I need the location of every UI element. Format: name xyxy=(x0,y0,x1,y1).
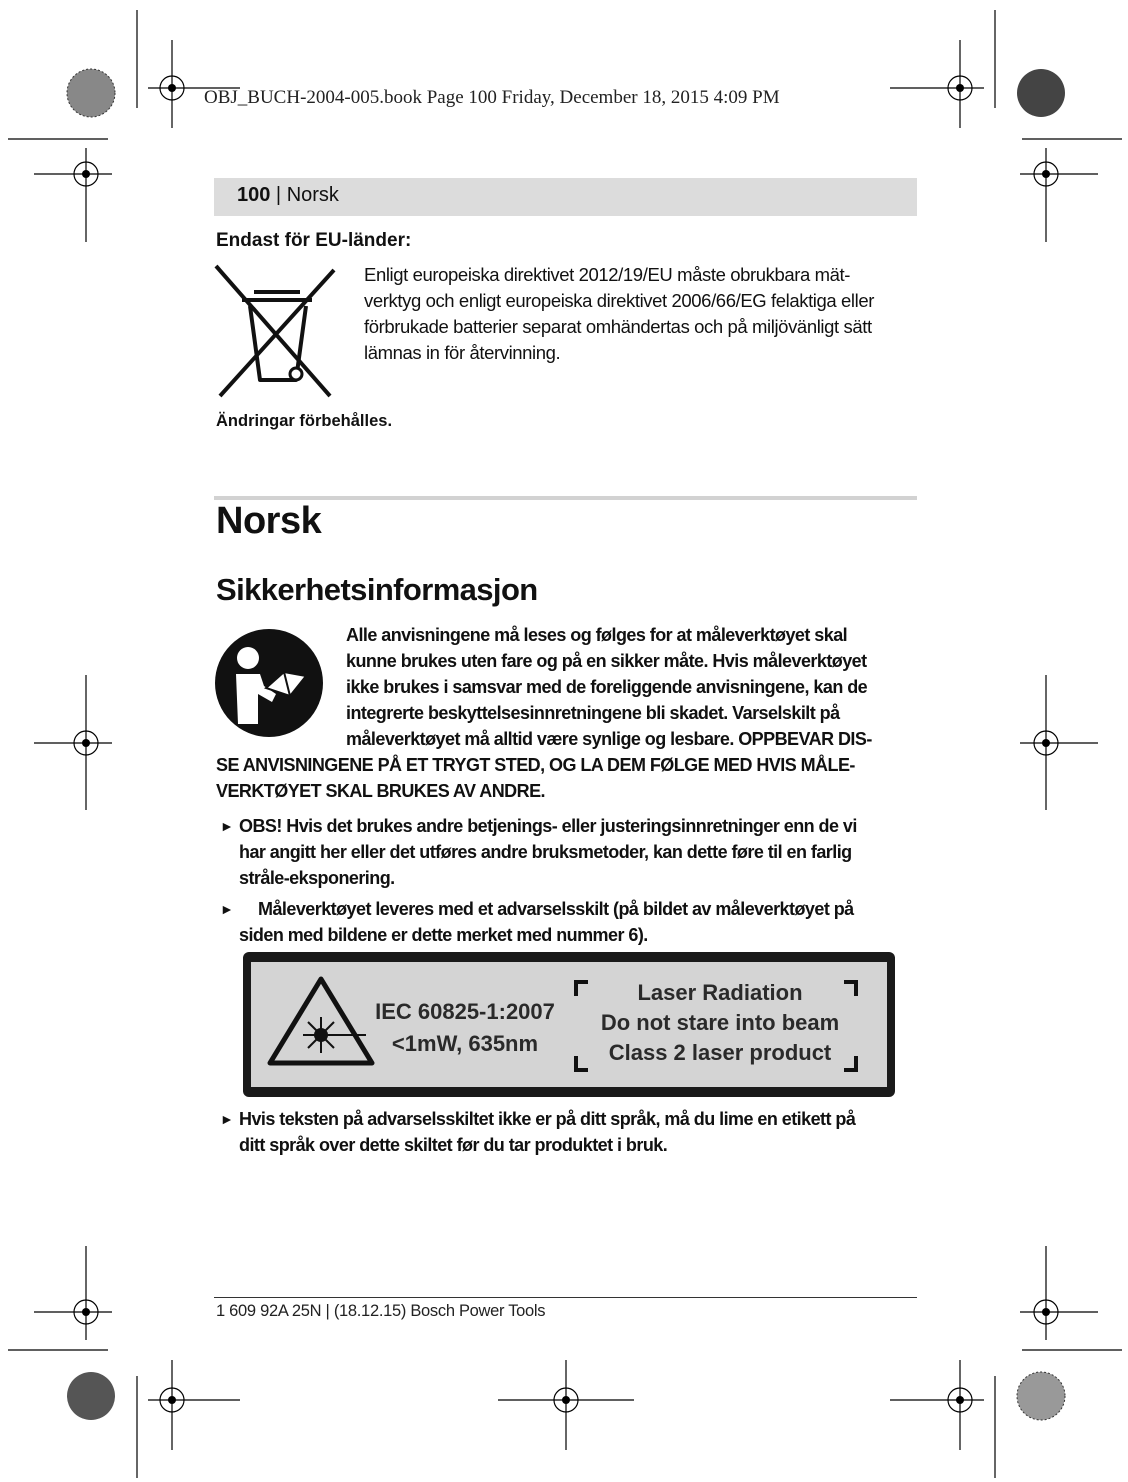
bullet-marker: ► xyxy=(220,1111,234,1127)
page-header xyxy=(237,184,339,207)
bullet-marker: ► xyxy=(220,818,234,834)
intro-line: integrerte beskyttelsesinnretningene bli skadet. Varselskilt på xyxy=(346,703,840,723)
eu-notice-text xyxy=(364,262,919,366)
footer-divider xyxy=(214,1297,917,1298)
label-line-3: Class 2 laser product xyxy=(608,1040,832,1065)
page-header-separator: | xyxy=(270,184,287,206)
intro-line: SE ANVISNINGENE PÅ ET TRYGT STED, OG LA DEM FØLGE MED HVIS MÅLE- xyxy=(216,755,855,775)
page-footer: 1 609 92A 25N | (18.12.15) Bosch Power Tools xyxy=(216,1302,546,1320)
eu-notice-line: förbrukade batterier separat omhändertas och på miljövänligt sätt xyxy=(364,316,872,337)
label-power: <1mW, 635nm xyxy=(391,1031,539,1056)
bullet-line: Måleverktøyet leveres med et advarselsskilt (på bildet av måleverktøyet på xyxy=(258,899,854,919)
safety-heading: Sikkerhetsinformasjon xyxy=(216,572,538,607)
intro-line: kunne brukes uten fare og på en sikker måte. Hvis måleverktøyet xyxy=(346,651,867,671)
bullet-line: siden med bildene er dette merket med nummer 6). xyxy=(239,925,648,945)
eu-notice-line: Enligt europeiska direktivet 2012/19/EU måste obrukbara mät- xyxy=(364,264,851,285)
intro-line: VERKTØYET SKAL BRUKES AV ANDRE. xyxy=(216,781,545,801)
label-standard-block xyxy=(370,996,560,1060)
bullet-line: OBS! Hvis det brukes andre betjenings- eller justeringsinnretninger enn de vi xyxy=(239,816,857,836)
page-number: 100 xyxy=(237,184,271,206)
intro-line: ikke brukes i samsvar med de foreliggende anvisningene, kan de xyxy=(346,677,868,697)
bullet-item xyxy=(220,896,925,948)
label-standard: IEC 60825-1:2007 xyxy=(375,999,555,1024)
intro-line: måleverktøyet må alltid være synlige og lesbare. OPPBEVAR DIS- xyxy=(346,729,872,749)
label-warning-text xyxy=(596,978,844,1068)
page-header-section: Norsk xyxy=(286,184,339,206)
label-line-1: Laser Radiation xyxy=(637,980,803,1005)
section-title: Norsk xyxy=(216,500,322,542)
eu-notice-title: Endast för EU-länder: xyxy=(216,230,412,251)
bullet-line: har angitt her eller det utføres andre bruksmetoder, kan dette føre til en farlig xyxy=(239,842,852,862)
eu-notice-line: lämnas in för återvinning. xyxy=(364,342,561,363)
label-line-2: Do not stare into beam xyxy=(600,1010,840,1035)
bullet-marker: ► xyxy=(220,901,234,917)
safety-intro xyxy=(216,622,921,804)
intro-line: Alle anvisningene må leses og følges for at måleverktøyet skal xyxy=(346,625,848,645)
bullet-line: Hvis teksten på advarselsskiltet ikke er på ditt språk, må du lime en etikett på xyxy=(239,1109,856,1129)
eu-notice-line: verktyg och enligt europeiska direktivet 2006/66/EG felaktiga eller xyxy=(364,290,874,311)
laser-warning-triangle-icon xyxy=(266,975,376,1067)
bullet-item xyxy=(220,1106,925,1158)
print-header: OBJ_BUCH-2004-005.book Page 100 Friday, December 18, 2015 4:09 PM xyxy=(204,87,780,108)
changes-reserved: Ändringar förbehålles. xyxy=(216,412,393,430)
bullet-item xyxy=(220,813,925,891)
bullet-line: stråle-eksponering. xyxy=(239,868,395,888)
bullet-line: ditt språk over dette skiltet før du tar produktet i bruk. xyxy=(239,1135,668,1155)
crossed-out-wheelie-bin-icon xyxy=(214,262,340,398)
